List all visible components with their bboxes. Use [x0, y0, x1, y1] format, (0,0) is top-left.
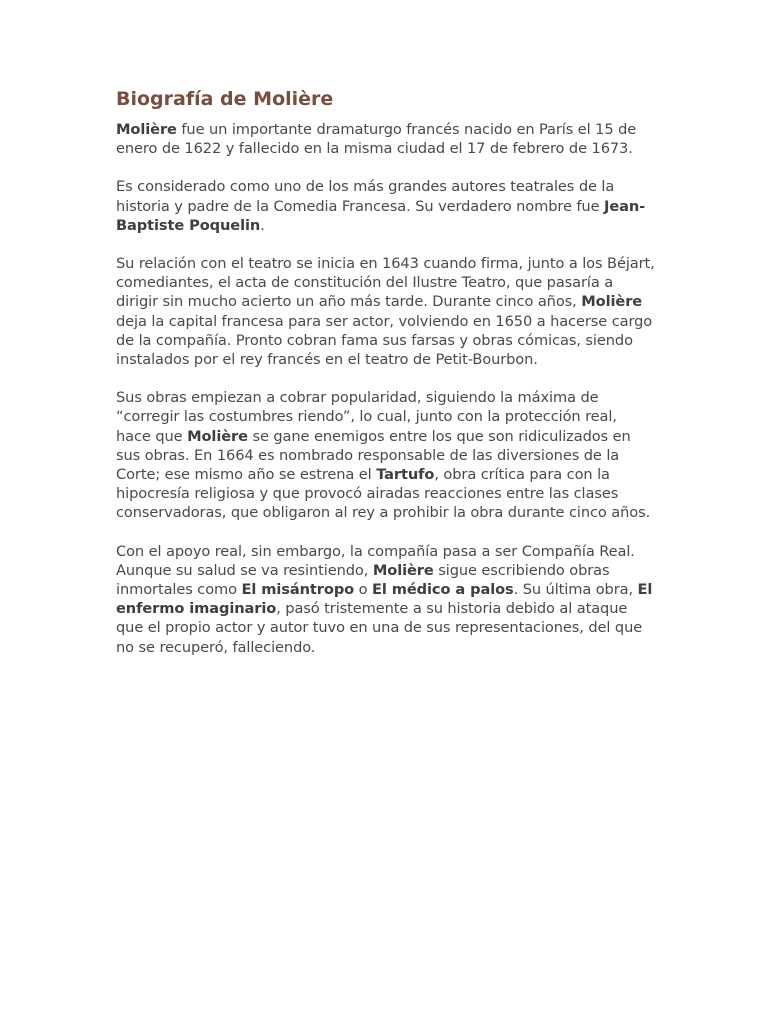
paragraph-text: deja la capital francesa para ser actor, volviendo en 1650 a hacerse cargo de la compañía. Pronto cobran fama sus farsas y obras cómicas, siendo instalados por el rey francés en el teatro de Petit-Bourbon. [116, 312, 653, 369]
document-page [116, 86, 656, 676]
paragraph-birth [116, 120, 656, 158]
name-moliere: Molière [187, 427, 248, 445]
paragraph-text: sigue escribiendo obras inmortales como [116, 561, 610, 599]
paragraph-text: , pasó tristemente a su historia debido al ataque que el propio actor y autor tuvo en una de sus representaciones, del que no se recuperó, falleciendo. [116, 600, 643, 656]
name-moliere: Molière [116, 121, 177, 138]
work-tartufo: Tartufo [376, 466, 435, 484]
paragraph-legacy [116, 177, 656, 235]
paragraph-text: . [260, 216, 265, 234]
name-moliere: Molière [581, 293, 643, 311]
paragraph-text: Su relación con el teatro se inicia en 1643 cuando firma, junto a los Béjart, comediantes, el acta de constitución del Ilustre Teatro, que pasaría a dirigir sin mucho acierto un año más tarde. Durante cinco años, [116, 255, 655, 311]
paragraph-text: Con el apoyo real, sin embargo, la compañía pasa a ser Compañía Real. Aunque su salud se va resintiendo, [116, 542, 635, 579]
paragraph-text: fue un importante dramaturgo francés nacido en París el 15 de enero de 1622 y fallecido en la misma ciudad el 17 de febrero de 1673. [116, 121, 637, 158]
paragraph-text: Es considerado como uno de los más grandes autores teatrales de la historia y padre de la Comedia Francesa. Su verdadero nombre fue [116, 178, 615, 215]
paragraph-text: o [354, 581, 373, 599]
document-title: Biografía de Molière [116, 88, 334, 110]
paragraph-text: se gane enemigos entre los que son ridiculizados en sus obras. En 1664 es nombrado responsable de las diversiones de la Corte; ese mismo año se estrena el [116, 427, 631, 484]
paragraph-text: . Su última obra, [513, 581, 638, 599]
work-medico-a-palos: El médico a palos [372, 581, 514, 599]
name-real: Jean-Baptiste Poquelin [116, 197, 646, 234]
work-enfermo-imaginario: El enfermo imaginario [116, 581, 653, 618]
paragraph-text: Sus obras empiezan a cobrar popularidad, siguiendo la máxima de “corregir las costumbres riendo”, lo cual, junto con la protección real, hace que [116, 389, 617, 445]
name-moliere: Molière [372, 561, 434, 579]
paragraph-theatre-beginnings [116, 254, 656, 369]
paragraph-text: , obra crítica para con la hipocresía religiosa y que provocó airadas reacciones entre las clases conservadoras, que obligaron al rey a prohibir la obra durante cinco años. [116, 466, 651, 522]
paragraph-final-years [116, 542, 656, 657]
work-misantropo: El misántropo [241, 581, 355, 599]
paragraph-popularity [116, 388, 656, 522]
